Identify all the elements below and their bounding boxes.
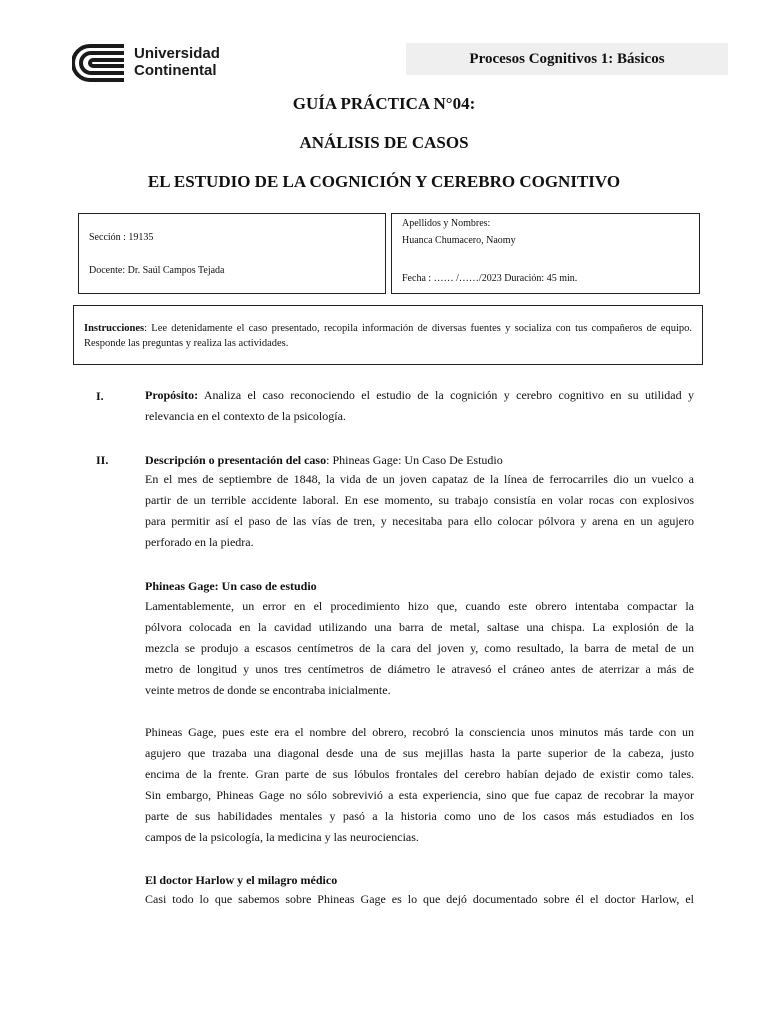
teacher-field: Docente: Dr. Saúl Campos Tejada (89, 265, 225, 276)
paragraph-line: En el mes de septiembre de 1848, la vida de un joven capataz de la línea de ferrocarriles dio un vuelco a (145, 472, 694, 486)
logo-line1: Universidad (134, 45, 220, 62)
paragraph-line: pólvora colocada en la cavidad utilizando una barra de metal, saltase una chispa. La explosión de la (145, 620, 694, 634)
paragraph-line: agujero que trazaba una diagonal desde una de sus mejillas hasta la parte superior de la cabeza, justo (145, 746, 694, 760)
analysis-title: ANÁLISIS DE CASOS (299, 133, 469, 152)
course-name-box (406, 43, 728, 75)
paragraph-line: encima de la frente. Gran parte de sus lóbulos frontales del cerebro habían dejado de existir como tales. (145, 767, 694, 781)
paragraph-line: veinte metros de donde se encontraba inicialmente. (145, 683, 391, 697)
subheading-harlow: El doctor Harlow y el milagro médico (145, 873, 338, 887)
logo-line2: Continental (134, 62, 217, 79)
paragraph-line: Sin embargo, Phineas Gage no sólo sobrevivió a esta experiencia, sino que fue capaz de recobrar la mayor (145, 788, 694, 802)
course-info-box (78, 213, 386, 294)
logo-mark-icon (72, 42, 128, 84)
case-paragraph-3 (145, 722, 694, 848)
section-2-label: Descripción o presentación del caso (145, 453, 327, 467)
case-paragraph-4 (145, 889, 694, 910)
section-2-number: II. (96, 453, 109, 467)
purpose-label: Propósito: (145, 388, 199, 402)
topic-title: EL ESTUDIO DE LA COGNICIÓN Y CEREBRO COGNITIVO (147, 172, 621, 191)
section-field: Sección : 19135 (89, 232, 154, 243)
paragraph-line: mezcla se produjo a escasos centímetros de la cara del joven y, como resultado, la barra de metal de un (145, 641, 694, 655)
purpose-line: relevancia en el contexto de la psicología. (145, 409, 346, 423)
instructions-label: Instrucciones (84, 323, 145, 334)
guide-title: GUÍA PRÁCTICA N°04: (292, 94, 476, 113)
paragraph-line: campos de la psicología, la medicina y las neurociencias. (145, 830, 419, 844)
university-logo (72, 42, 222, 84)
paragraph-line: para permitir así el paso de las vías de tren, y necesitaba para ello colocar pólvora y arena en un agujero (145, 514, 694, 528)
paragraph-line: Casi todo lo que sabemos sobre Phineas Gage es lo que dejó documentado sobre él el doctor Harlow, el (145, 892, 694, 906)
instructions-box (73, 305, 703, 365)
purpose-line: Analiza el caso reconociendo el estudio de la cognición y cerebro cognitivo en su utilidad y (203, 388, 694, 402)
section-1-purpose (145, 385, 694, 427)
paragraph-line: Phineas Gage, pues este era el nombre del obrero, recobró la consciencia unos minutos más tarde con un (145, 725, 694, 739)
course-name: Procesos Cognitivos 1: Básicos (469, 50, 665, 67)
paragraph-line: partir de un terrible accidente laboral. En ese momento, su trabajo consistía en volar rocas con explosivos (145, 493, 694, 507)
student-info-box (391, 213, 700, 294)
instructions-text: : Lee detenidamente el caso presentado, recopila información de diversas fuentes y socializa con tus compañeros de equipo. Responde las preguntas y realiza las actividades. (84, 323, 692, 349)
section-2-heading (145, 453, 503, 468)
paragraph-line: perforado en la piedra. (145, 535, 254, 549)
section-1-number: I. (96, 389, 104, 403)
subheading-case-study: Phineas Gage: Un caso de estudio (145, 579, 317, 593)
logo-text (134, 45, 220, 79)
paragraph-line: parte de sus habilidades mentales y pasó a la historia como uno de los casos más estudiados en los (145, 809, 694, 823)
names-value: Huanca Chumacero, Naomy (402, 235, 516, 246)
case-paragraph-1 (145, 469, 694, 553)
names-label: Apellidos y Nombres: (402, 218, 491, 229)
paragraph-line: metro de longitud y unos tres centímetros de diámetro le atravesó el cráneo antes de aterrizar a más de (145, 662, 694, 676)
case-title: : Phineas Gage: Un Caso De Estudio (326, 453, 503, 467)
date-field: Fecha : …… /……/2023 Duración: 45 min. (402, 273, 578, 284)
paragraph-line: Lamentablemente, un error en el procedimiento hizo que, cuando este obrero intentaba compactar la (145, 599, 694, 613)
case-paragraph-2 (145, 596, 694, 701)
